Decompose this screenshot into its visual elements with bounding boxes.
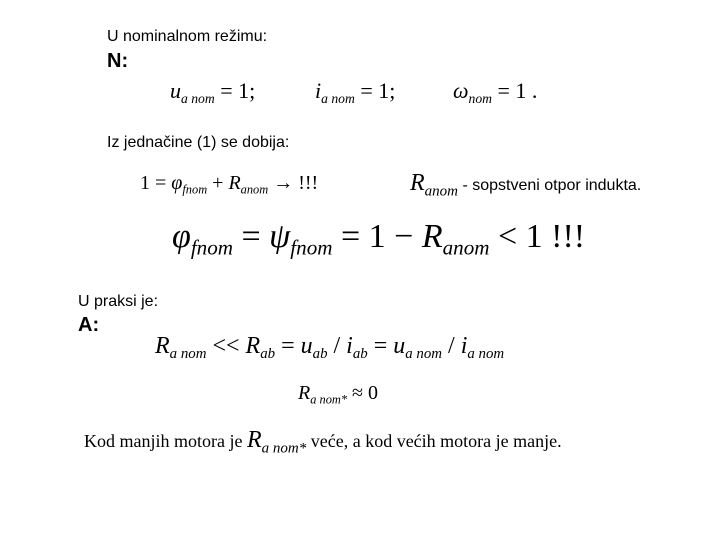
equation-3 (155, 333, 505, 363)
eq2-psi: ψ (269, 218, 291, 255)
eq4-r-sub: a nom* (310, 392, 348, 407)
eq-ua-sub: a nom (181, 90, 215, 106)
equation-omega-nom (453, 78, 537, 104)
eq2-r-sub: anom (442, 235, 490, 260)
equation-2 (172, 218, 586, 260)
eq3-u1-sub: ab (312, 346, 328, 363)
eq1-lhs: 1 = (140, 172, 172, 194)
eq2-tail: < 1 !!! (489, 218, 586, 255)
eq3-r1-sub: a nom (169, 346, 207, 363)
eq2-phi-sub: fnom (190, 235, 233, 260)
equation-ua-nom (170, 78, 255, 104)
note-r: R (410, 170, 425, 196)
eq3-r1: R (155, 333, 170, 359)
eq1-phi-sub: fnom (182, 182, 208, 197)
nominal-regime-heading: U nominalnom režimu: (107, 28, 268, 45)
eq-ua-var: u (170, 78, 181, 103)
derivation-intro: Iz jednačine (1) se dobija: (107, 134, 290, 151)
eq1-r-sub: anom (240, 182, 269, 197)
eq3-div2: / (442, 333, 461, 359)
eq1-plus: + (207, 172, 229, 194)
eq-ia-var: i (315, 78, 322, 103)
eq3-r2: R (245, 333, 261, 359)
eq2-eq2: = 1 − (332, 218, 422, 255)
eq3-i1: i (346, 333, 353, 359)
eq3-op3: = (367, 333, 394, 359)
equation-ia-nom (315, 78, 395, 104)
conclusion-before: Kod manjih motora je (84, 431, 247, 451)
conclusion-r: R (246, 427, 262, 453)
eq3-i1-sub: ab (352, 346, 368, 363)
eq3-u2: u (393, 333, 406, 359)
note-text: - sopstveni otpor indukta. (458, 177, 642, 194)
eq3-op2: = (275, 333, 301, 359)
eq-ia-sub: a nom (321, 90, 355, 106)
equation-4 (298, 382, 378, 405)
eq3-i2-sub: a nom (467, 346, 505, 363)
practice-label: A: (78, 314, 100, 336)
eq4-r: R (298, 382, 311, 404)
eq3-i2: i (460, 333, 468, 359)
eq1-r: R (228, 172, 241, 194)
eq3-u1: u (300, 333, 313, 359)
eq-ua-rhs: = 1; (214, 78, 256, 103)
eq1-phi: φ (171, 172, 183, 194)
eq-omega-sub: nom (468, 90, 493, 106)
eq2-phi: φ (172, 218, 191, 255)
equation-1 (140, 172, 318, 195)
conclusion-sentence (84, 427, 562, 457)
conclusion-r-sub: a nom* (261, 440, 307, 457)
eq-omega-var: ω (453, 78, 469, 103)
eq2-eq1: = (232, 218, 270, 255)
eq4-tail: ≈ 0 (347, 382, 379, 404)
practice-heading: U praksi je: (78, 293, 159, 310)
eq2-r: R (421, 218, 443, 255)
eq-ia-rhs: = 1; (354, 78, 396, 103)
eq-omega-rhs: = 1 . (492, 78, 538, 103)
conclusion-after: veće, a kod većih motora je manje. (306, 431, 562, 451)
eq1-arrow: → !!! (268, 172, 319, 194)
eq2-psi-sub: fnom (290, 235, 333, 260)
eq3-r2-sub: ab (260, 346, 276, 363)
ranom-note (410, 170, 642, 200)
eq3-op1: << (206, 333, 246, 359)
note-r-sub: anom (424, 183, 459, 200)
eq3-u2-sub: a nom (405, 346, 443, 363)
eq3-div1: / (327, 333, 347, 359)
nominal-label: N: (107, 50, 129, 72)
